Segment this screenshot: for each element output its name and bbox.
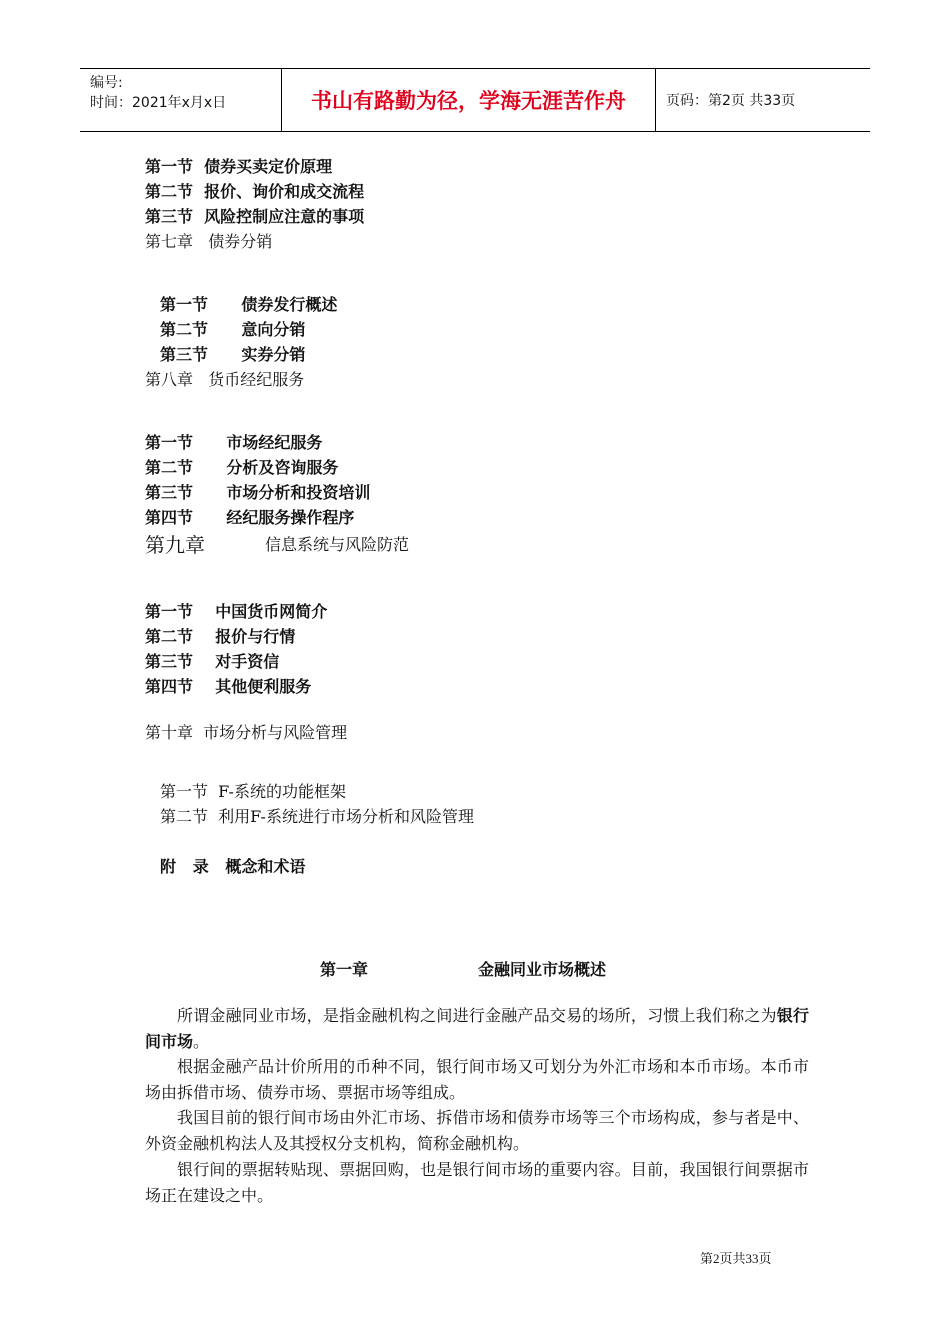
toc-ch10: 第十章 市场分析与风险管理 [145,723,348,742]
paragraph-4: 银行间的票据转贴现、票据回购，也是银行间市场的重要内容。目前，我国银行间票据市场正在建设之中。 [145,1160,809,1205]
toc-ch9-number: 第九章 [145,533,205,557]
toc-ch8-s1: 第一节 市场经纪服务 [145,433,323,452]
header-meta [80,69,282,131]
toc-ch9-s4: 第四节 其他便利服务 [145,677,312,696]
toc-ch9-s2: 第二节 报价与行情 [145,627,296,646]
chapter-number: 第一章 [320,960,369,979]
toc-ch8-s2: 第二节 分析及咨询服务 [145,458,339,477]
toc-ch8-s3: 第三节 市场分析和投资培训 [145,483,371,502]
page-footer: 第2页共33页 [700,1251,772,1266]
time-label: 时间：2021年x月x日 [90,95,227,111]
toc-ch8-s4: 第四节 经纪服务操作程序 [145,508,355,527]
chapter-title: 金融同业市场概述 [478,960,607,979]
header-motto: 书山有路勤为径，学海无涯苦作舟 [282,69,656,131]
toc-ch7-s2: 第二节 意向分销 [160,320,306,339]
toc-ch9-title: 信息系统与风险防范 [265,535,410,554]
toc-ch7: 第七章 债券分销 [145,232,273,251]
toc-ch9-s3: 第三节 对手资信 [145,652,280,671]
page-header [80,68,870,132]
toc-ch7-s3: 第三节 实券分销 [160,345,306,364]
toc-ch6-s1: 第一节 债券买卖定价原理 [145,157,333,176]
toc-ch6-s3: 第三节 风险控制应注意的事项 [145,207,365,226]
toc-ch6-s2: 第二节 报价、询价和成交流程 [145,182,365,201]
paragraph-2: 根据金融产品计价所用的币种不同，银行间市场又可划分为外汇市场和本币市场。本币市场由拆借市场、债券市场、票据市场等组成。 [145,1057,809,1102]
paragraph-1-text: 所谓金融同业市场，是指金融机构之间进行金融产品交易的场所，习惯上我们称之为 [177,1006,777,1025]
toc-ch10-s2: 第二节 利用F-系统进行市场分析和风险管理 [160,807,474,826]
paragraph-1 [145,1003,809,1055]
paragraph-3: 我国目前的银行间市场由外汇市场、拆借市场和债券市场等三个市场构成，参与者是中、外资金融机构法人及其授权分支机构，简称金融机构。 [145,1108,809,1153]
number-label: 编号: [90,75,123,91]
toc-ch10-s1: 第一节 F-系统的功能框架 [160,782,346,801]
toc-appendix: 附 录 概念和术语 [160,857,306,876]
toc-ch8: 第八章 货币经纪服务 [145,370,305,389]
paragraph-1-bold-term: 银行间市场 [145,1006,809,1051]
toc-ch9-s1: 第一节 中国货币网简介 [145,602,328,621]
toc-ch7-s1: 第一节 债券发行概述 [160,295,338,314]
paragraph-1-end: 。 [193,1032,210,1051]
header-page-label: 页码：第2页 共33页 [666,93,796,109]
